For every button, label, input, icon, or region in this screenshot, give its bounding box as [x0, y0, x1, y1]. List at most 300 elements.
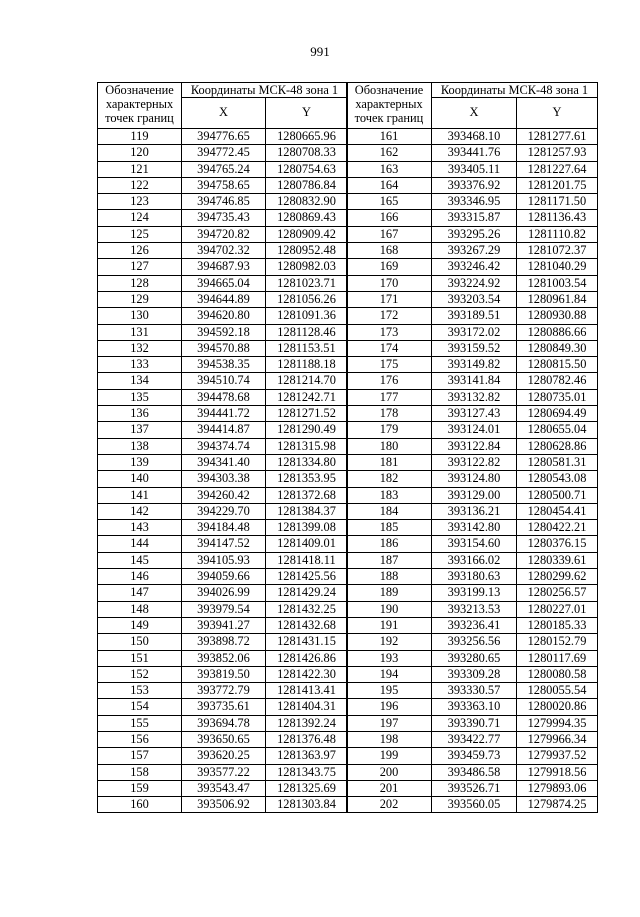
table-row [98, 161, 348, 177]
y-coordinate-cell: 1281418.11 [266, 552, 348, 568]
point-number-cell: 174 [347, 340, 432, 356]
table-row [98, 324, 348, 340]
y-coordinate-cell: 1280117.69 [517, 650, 598, 666]
x-coordinate-cell: 394665.04 [182, 275, 266, 291]
y-coordinate-cell: 1281392.24 [266, 715, 348, 731]
y-coordinate-cell: 1281072.37 [517, 243, 598, 259]
point-number-cell: 127 [98, 259, 182, 275]
x-coordinate-cell: 393124.80 [432, 471, 517, 487]
y-coordinate-cell: 1281432.68 [266, 617, 348, 633]
point-number-cell: 163 [347, 161, 432, 177]
x-coordinate-cell: 394758.65 [182, 177, 266, 193]
x-coordinate-cell: 393122.82 [432, 454, 517, 470]
x-coordinate-cell: 393315.87 [432, 210, 517, 226]
y-coordinate-cell: 1279874.25 [517, 797, 598, 813]
table-row [98, 243, 348, 259]
table-row [347, 161, 598, 177]
y-coordinate-cell: 1280227.01 [517, 601, 598, 617]
table-row [347, 797, 598, 813]
y-coordinate-cell: 1280886.66 [517, 324, 598, 340]
y-coordinate-cell: 1280849.30 [517, 340, 598, 356]
x-coordinate-cell: 393199.13 [432, 585, 517, 601]
x-coordinate-cell: 394414.87 [182, 422, 266, 438]
y-coordinate-cell: 1279994.35 [517, 715, 598, 731]
x-coordinate-cell: 394510.74 [182, 373, 266, 389]
table-row [347, 291, 598, 307]
y-coordinate-cell: 1280832.90 [266, 194, 348, 210]
point-number-cell: 135 [98, 389, 182, 405]
y-coordinate-cell: 1279937.52 [517, 748, 598, 764]
x-coordinate-cell: 393256.56 [432, 634, 517, 650]
point-number-cell: 140 [98, 471, 182, 487]
point-number-cell: 128 [98, 275, 182, 291]
table-row [98, 520, 348, 536]
table-row [347, 406, 598, 422]
table-row [98, 177, 348, 193]
point-number-cell: 155 [98, 715, 182, 731]
x-coordinate-cell: 393149.82 [432, 357, 517, 373]
x-coordinate-cell: 393141.84 [432, 373, 517, 389]
table-row [98, 308, 348, 324]
y-coordinate-cell: 1280786.84 [266, 177, 348, 193]
table-row [98, 194, 348, 210]
table-row [98, 503, 348, 519]
y-coordinate-cell: 1281334.80 [266, 454, 348, 470]
x-coordinate-cell: 394441.72 [182, 406, 266, 422]
y-coordinate-cell: 1281188.18 [266, 357, 348, 373]
table-row [347, 357, 598, 373]
table-row [347, 634, 598, 650]
point-number-cell: 151 [98, 650, 182, 666]
table-row [98, 291, 348, 307]
x-coordinate-cell: 393735.61 [182, 699, 266, 715]
y-coordinate-cell: 1281214.70 [266, 373, 348, 389]
x-coordinate-cell: 393694.78 [182, 715, 266, 731]
coordinates-table-right [346, 82, 598, 813]
y-coordinate-cell: 1280581.31 [517, 454, 598, 470]
x-coordinate-cell: 393852.06 [182, 650, 266, 666]
x-coordinate-cell: 393422.77 [432, 731, 517, 747]
point-number-cell: 167 [347, 226, 432, 242]
x-coordinate-cell: 393577.22 [182, 764, 266, 780]
table-row [98, 210, 348, 226]
x-coordinate-cell: 393132.82 [432, 389, 517, 405]
y-coordinate-cell: 1280376.15 [517, 536, 598, 552]
x-coordinate-cell: 394059.66 [182, 569, 266, 585]
table-row [347, 454, 598, 470]
point-number-cell: 169 [347, 259, 432, 275]
table-row [347, 764, 598, 780]
table-row [347, 145, 598, 161]
y-coordinate-cell: 1280628.86 [517, 438, 598, 454]
x-coordinate-cell: 394644.89 [182, 291, 266, 307]
table-row [347, 683, 598, 699]
point-number-cell: 171 [347, 291, 432, 307]
table-row [98, 552, 348, 568]
table-row [347, 226, 598, 242]
point-number-cell: 137 [98, 422, 182, 438]
table-row [347, 487, 598, 503]
coordinates-table-left [97, 82, 348, 813]
table-row [347, 259, 598, 275]
x-coordinate-cell: 394105.93 [182, 552, 266, 568]
table-row [347, 308, 598, 324]
point-number-cell: 131 [98, 324, 182, 340]
table-row [347, 748, 598, 764]
point-number-cell: 133 [98, 357, 182, 373]
y-coordinate-cell: 1281315.98 [266, 438, 348, 454]
table-row [98, 585, 348, 601]
point-number-cell: 139 [98, 454, 182, 470]
table-row [347, 569, 598, 585]
x-coordinate-cell: 393267.29 [432, 243, 517, 259]
table-row [98, 259, 348, 275]
point-number-cell: 180 [347, 438, 432, 454]
y-coordinate-cell: 1280339.61 [517, 552, 598, 568]
point-number-cell: 120 [98, 145, 182, 161]
x-coordinate-cell: 393166.02 [432, 552, 517, 568]
y-coordinate-cell: 1280152.79 [517, 634, 598, 650]
point-number-cell: 152 [98, 666, 182, 682]
point-number-cell: 164 [347, 177, 432, 193]
y-coordinate-cell: 1281413.41 [266, 683, 348, 699]
x-coordinate-cell: 393898.72 [182, 634, 266, 650]
table-row [98, 145, 348, 161]
table-row [347, 617, 598, 633]
y-coordinate-cell: 1281409.01 [266, 536, 348, 552]
y-coordinate-cell: 1281091.36 [266, 308, 348, 324]
point-number-cell: 201 [347, 780, 432, 796]
x-coordinate-cell: 393180.63 [432, 569, 517, 585]
x-coordinate-cell: 394592.18 [182, 324, 266, 340]
y-coordinate-cell: 1280735.01 [517, 389, 598, 405]
table-row [347, 324, 598, 340]
table-row [347, 471, 598, 487]
x-coordinate-cell: 393224.92 [432, 275, 517, 291]
point-number-cell: 191 [347, 617, 432, 633]
y-coordinate-cell: 1280020.86 [517, 699, 598, 715]
table-row [347, 552, 598, 568]
x-coordinate-cell: 394147.52 [182, 536, 266, 552]
x-coordinate-cell: 393363.10 [432, 699, 517, 715]
y-coordinate-cell: 1281128.46 [266, 324, 348, 340]
x-coordinate-cell: 393213.53 [432, 601, 517, 617]
x-coordinate-cell: 393979.54 [182, 601, 266, 617]
y-coordinate-cell: 1280782.46 [517, 373, 598, 389]
x-coordinate-cell: 393390.71 [432, 715, 517, 731]
y-coordinate-cell: 1281422.30 [266, 666, 348, 682]
x-coordinate-cell: 393468.10 [432, 129, 517, 145]
y-coordinate-cell: 1281432.25 [266, 601, 348, 617]
y-coordinate-cell: 1281136.43 [517, 210, 598, 226]
table-row [347, 666, 598, 682]
table-row [347, 275, 598, 291]
right-table-body [347, 129, 598, 813]
x-coordinate-cell: 393172.02 [432, 324, 517, 340]
x-coordinate-cell: 393376.92 [432, 177, 517, 193]
y-coordinate-cell: 1281325.69 [266, 780, 348, 796]
y-coordinate-cell: 1280655.04 [517, 422, 598, 438]
table-row [98, 634, 348, 650]
table-row [98, 650, 348, 666]
point-number-cell: 144 [98, 536, 182, 552]
point-number-cell: 188 [347, 569, 432, 585]
y-coordinate-cell: 1280080.58 [517, 666, 598, 682]
table-row [347, 601, 598, 617]
y-coordinate-cell: 1281425.56 [266, 569, 348, 585]
x-coordinate-cell: 393650.65 [182, 731, 266, 747]
x-coordinate-cell: 394341.40 [182, 454, 266, 470]
point-number-cell: 196 [347, 699, 432, 715]
point-number-cell: 199 [347, 748, 432, 764]
point-number-cell: 158 [98, 764, 182, 780]
y-column-header: Y [517, 98, 598, 129]
point-number-cell: 168 [347, 243, 432, 259]
x-coordinate-cell: 393159.52 [432, 340, 517, 356]
table-row [98, 406, 348, 422]
point-number-cell: 179 [347, 422, 432, 438]
y-coordinate-cell: 1280454.41 [517, 503, 598, 519]
x-coordinate-cell: 393309.28 [432, 666, 517, 682]
point-number-cell: 157 [98, 748, 182, 764]
x-coordinate-cell: 393330.57 [432, 683, 517, 699]
y-coordinate-cell: 1280185.33 [517, 617, 598, 633]
table-row [98, 536, 348, 552]
y-coordinate-cell: 1281003.54 [517, 275, 598, 291]
y-coordinate-cell: 1281056.26 [266, 291, 348, 307]
y-coordinate-cell: 1281290.49 [266, 422, 348, 438]
x-coordinate-cell: 393405.11 [432, 161, 517, 177]
y-coordinate-cell: 1280952.48 [266, 243, 348, 259]
y-column-header: Y [266, 98, 348, 129]
table-row [347, 503, 598, 519]
y-coordinate-cell: 1280930.88 [517, 308, 598, 324]
table-row [347, 129, 598, 145]
point-number-cell: 129 [98, 291, 182, 307]
y-coordinate-cell: 1281110.82 [517, 226, 598, 242]
point-number-cell: 189 [347, 585, 432, 601]
x-coordinate-cell: 394772.45 [182, 145, 266, 161]
y-coordinate-cell: 1281363.97 [266, 748, 348, 764]
point-number-cell: 183 [347, 487, 432, 503]
x-coordinate-cell: 393543.47 [182, 780, 266, 796]
x-coordinate-cell: 394620.80 [182, 308, 266, 324]
designation-header: Обозначение характерных точек границ [347, 83, 432, 129]
table-row [98, 389, 348, 405]
table-row [98, 699, 348, 715]
point-number-cell: 149 [98, 617, 182, 633]
table-row [98, 731, 348, 747]
table-row [347, 650, 598, 666]
y-coordinate-cell: 1281429.24 [266, 585, 348, 601]
point-number-cell: 162 [347, 145, 432, 161]
point-number-cell: 181 [347, 454, 432, 470]
table-row [98, 357, 348, 373]
table-row [98, 780, 348, 796]
point-number-cell: 193 [347, 650, 432, 666]
y-coordinate-cell: 1280500.71 [517, 487, 598, 503]
point-number-cell: 153 [98, 683, 182, 699]
x-coordinate-cell: 394687.93 [182, 259, 266, 275]
point-number-cell: 173 [347, 324, 432, 340]
x-column-header: X [182, 98, 266, 129]
x-coordinate-cell: 393236.41 [432, 617, 517, 633]
table-row [98, 275, 348, 291]
point-number-cell: 165 [347, 194, 432, 210]
x-coordinate-cell: 393441.76 [432, 145, 517, 161]
x-coordinate-cell: 393122.84 [432, 438, 517, 454]
y-coordinate-cell: 1280665.96 [266, 129, 348, 145]
table-row [98, 683, 348, 699]
point-number-cell: 124 [98, 210, 182, 226]
point-number-cell: 202 [347, 797, 432, 813]
table-row [347, 194, 598, 210]
y-coordinate-cell: 1280694.49 [517, 406, 598, 422]
table-row [98, 129, 348, 145]
table-row [98, 797, 348, 813]
y-coordinate-cell: 1281431.15 [266, 634, 348, 650]
point-number-cell: 125 [98, 226, 182, 242]
x-coordinate-cell: 394374.74 [182, 438, 266, 454]
x-coordinate-cell: 394702.32 [182, 243, 266, 259]
x-coordinate-cell: 394184.48 [182, 520, 266, 536]
table-row [98, 373, 348, 389]
y-coordinate-cell: 1280543.08 [517, 471, 598, 487]
y-coordinate-cell: 1281171.50 [517, 194, 598, 210]
y-coordinate-cell: 1280055.54 [517, 683, 598, 699]
y-coordinate-cell: 1281277.61 [517, 129, 598, 145]
point-number-cell: 194 [347, 666, 432, 682]
x-coordinate-cell: 394776.65 [182, 129, 266, 145]
table-row [98, 601, 348, 617]
table-row [347, 585, 598, 601]
x-coordinate-cell: 394260.42 [182, 487, 266, 503]
table-row [347, 438, 598, 454]
point-number-cell: 187 [347, 552, 432, 568]
y-coordinate-cell: 1281271.52 [266, 406, 348, 422]
table-row [98, 438, 348, 454]
y-coordinate-cell: 1280708.33 [266, 145, 348, 161]
point-number-cell: 170 [347, 275, 432, 291]
x-coordinate-cell: 393772.79 [182, 683, 266, 699]
x-coordinate-cell: 393526.71 [432, 780, 517, 796]
point-number-cell: 142 [98, 503, 182, 519]
y-coordinate-cell: 1281242.71 [266, 389, 348, 405]
y-coordinate-cell: 1281227.64 [517, 161, 598, 177]
x-coordinate-cell: 393280.65 [432, 650, 517, 666]
point-number-cell: 161 [347, 129, 432, 145]
x-coordinate-cell: 393127.43 [432, 406, 517, 422]
x-coordinate-cell: 393129.00 [432, 487, 517, 503]
x-coordinate-cell: 393486.58 [432, 764, 517, 780]
x-coordinate-cell: 394720.82 [182, 226, 266, 242]
y-coordinate-cell: 1281399.08 [266, 520, 348, 536]
x-coordinate-cell: 394735.43 [182, 210, 266, 226]
point-number-cell: 145 [98, 552, 182, 568]
x-coordinate-cell: 393203.54 [432, 291, 517, 307]
point-number-cell: 126 [98, 243, 182, 259]
point-number-cell: 176 [347, 373, 432, 389]
y-coordinate-cell: 1279966.34 [517, 731, 598, 747]
point-number-cell: 141 [98, 487, 182, 503]
x-coordinate-cell: 394746.85 [182, 194, 266, 210]
y-coordinate-cell: 1279918.56 [517, 764, 598, 780]
table-row [98, 715, 348, 731]
point-number-cell: 130 [98, 308, 182, 324]
x-coordinate-cell: 393560.05 [432, 797, 517, 813]
y-coordinate-cell: 1279893.06 [517, 780, 598, 796]
y-coordinate-cell: 1281426.86 [266, 650, 348, 666]
x-coordinate-cell: 394478.68 [182, 389, 266, 405]
point-number-cell: 123 [98, 194, 182, 210]
x-coordinate-cell: 393124.01 [432, 422, 517, 438]
table-row [98, 764, 348, 780]
table-row [347, 536, 598, 552]
table-row [98, 569, 348, 585]
point-number-cell: 172 [347, 308, 432, 324]
x-coordinate-cell: 394026.99 [182, 585, 266, 601]
y-coordinate-cell: 1280815.50 [517, 357, 598, 373]
y-coordinate-cell: 1280422.21 [517, 520, 598, 536]
point-number-cell: 132 [98, 340, 182, 356]
x-coordinate-cell: 393819.50 [182, 666, 266, 682]
designation-header: Обозначение характерных точек границ [98, 83, 182, 129]
point-number-cell: 197 [347, 715, 432, 731]
table-row [98, 471, 348, 487]
left-table-body [98, 129, 348, 813]
table-row [347, 243, 598, 259]
point-number-cell: 178 [347, 406, 432, 422]
x-coordinate-cell: 393142.80 [432, 520, 517, 536]
y-coordinate-cell: 1280909.42 [266, 226, 348, 242]
point-number-cell: 147 [98, 585, 182, 601]
y-coordinate-cell: 1280256.57 [517, 585, 598, 601]
x-coordinate-cell: 393154.60 [432, 536, 517, 552]
y-coordinate-cell: 1281257.93 [517, 145, 598, 161]
point-number-cell: 136 [98, 406, 182, 422]
table-row [347, 210, 598, 226]
point-number-cell: 200 [347, 764, 432, 780]
x-coordinate-cell: 393136.21 [432, 503, 517, 519]
x-coordinate-cell: 393506.92 [182, 797, 266, 813]
x-column-header: X [432, 98, 517, 129]
table-row [347, 699, 598, 715]
y-coordinate-cell: 1281343.75 [266, 764, 348, 780]
x-coordinate-cell: 393459.73 [432, 748, 517, 764]
point-number-cell: 177 [347, 389, 432, 405]
table-row [98, 454, 348, 470]
y-coordinate-cell: 1280754.63 [266, 161, 348, 177]
point-number-cell: 175 [347, 357, 432, 373]
point-number-cell: 185 [347, 520, 432, 536]
point-number-cell: 154 [98, 699, 182, 715]
table-row [347, 340, 598, 356]
point-number-cell: 192 [347, 634, 432, 650]
point-number-cell: 166 [347, 210, 432, 226]
point-number-cell: 122 [98, 177, 182, 193]
point-number-cell: 148 [98, 601, 182, 617]
y-coordinate-cell: 1280961.84 [517, 291, 598, 307]
x-coordinate-cell: 394570.88 [182, 340, 266, 356]
y-coordinate-cell: 1281303.84 [266, 797, 348, 813]
y-coordinate-cell: 1280299.62 [517, 569, 598, 585]
table-row [347, 520, 598, 536]
y-coordinate-cell: 1281153.51 [266, 340, 348, 356]
table-row [98, 748, 348, 764]
y-coordinate-cell: 1281353.95 [266, 471, 348, 487]
x-coordinate-cell: 393620.25 [182, 748, 266, 764]
point-number-cell: 184 [347, 503, 432, 519]
